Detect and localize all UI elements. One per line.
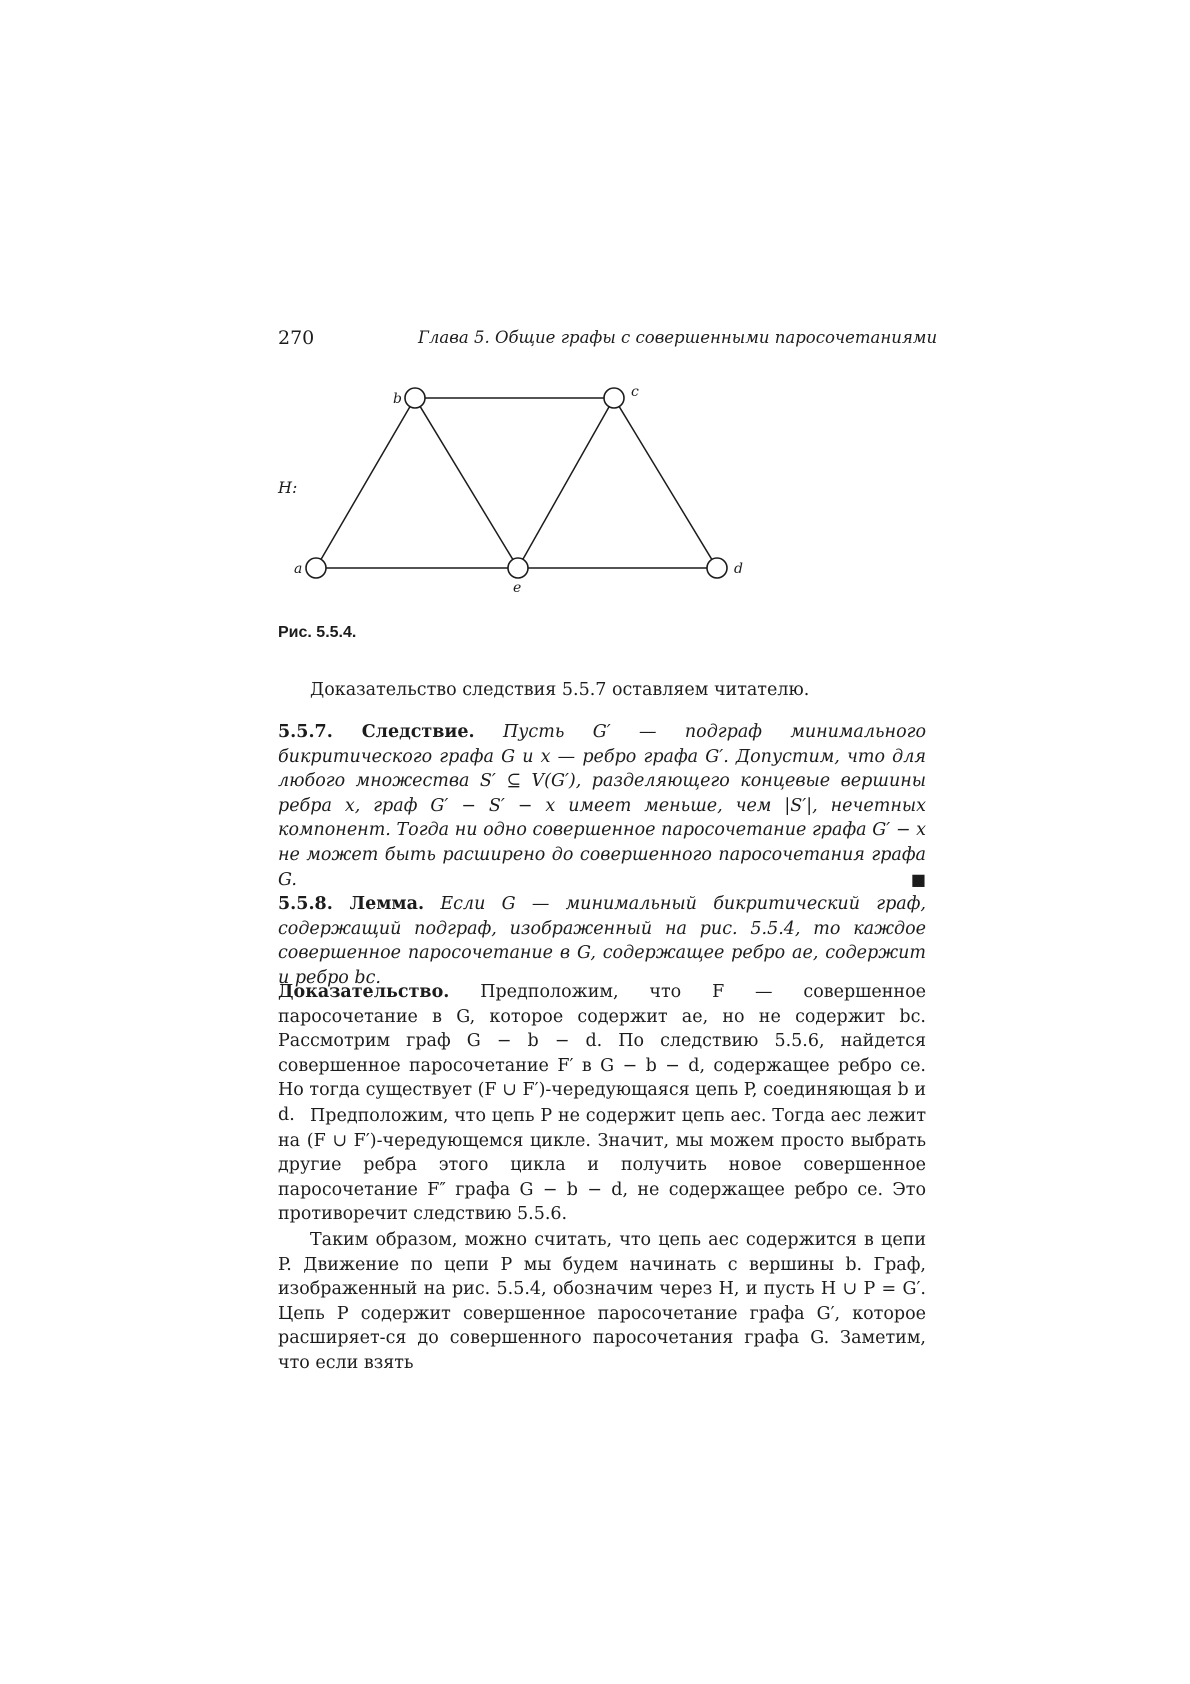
graph-figure: [0, 0, 1190, 700]
vertex-label-b: b: [393, 391, 402, 407]
vertex-label-e: e: [513, 580, 522, 596]
running-head: Глава 5. Общие графы с совершенными паросочетаниями: [418, 328, 938, 347]
vertex-label-a: a: [294, 561, 303, 577]
vertex-label-c: c: [631, 384, 639, 400]
vertex-label-d: d: [734, 561, 743, 577]
vertex-e: [508, 558, 528, 578]
edge-ab: [321, 407, 410, 560]
corollary-text: Пусть G′ — подграф минимального бикритического графа G и x — ребро графа G′. Допустим, что для любого множества S′ ⊆ V(G′), разделяющего концевые вершины ребра x, граф G′ − S′ − x имеет меньше, чем |S′|, нечетных компонент. Тогда ни одно совершенное паросочетание графа G′ − x не может быть расширено до совершенного паросочетания графа G.: [278, 722, 926, 890]
proof-heading: Доказательство.: [278, 982, 450, 1002]
corollary-heading: 5.5.7. Следствие.: [278, 722, 475, 742]
lemma-heading: 5.5.8. Лемма.: [278, 894, 425, 914]
vertex-d: [707, 558, 727, 578]
edge-be: [420, 407, 513, 560]
proof-paragraph-2: Предположим, что цепь P не содержит цепь aec. Тогда aec лежит на (F ∪ F′)-чередующемся цикле. Значит, мы можем просто выбрать другие ребра этого цикла и получить новое совершенное паросочетание F″ графа G − b − d, не содержащее ребро ce. Это противоречит следствию 5.5.6.: [278, 1106, 926, 1225]
vertex-c: [604, 388, 624, 408]
graph-name-label: H:: [278, 478, 298, 497]
proof-paragraph-3: Таким образом, можно считать, что цепь aec содержится в цепи P. Движение по цепи P мы будем начинать с вершины b. Граф, изображенный на рис. 5.5.4, обозначим через H, и пусть H ∪ P = G′. Цепь P содержит совершенное паросочетание графа G′, которое расширяет-ся до совершенного паросочетания графа G. Заметим, что если взять: [278, 1230, 926, 1373]
edge-ce: [523, 407, 609, 560]
lemma-block: [278, 892, 926, 990]
edge-cd: [619, 407, 712, 560]
vertex-b: [405, 388, 425, 408]
page-number: 270: [278, 327, 315, 349]
corollary-block: [278, 720, 926, 892]
end-of-proof-mark: ■: [910, 869, 926, 889]
vertex-a: [306, 558, 326, 578]
intro-paragraph: Доказательство следствия 5.5.7 оставляем читателю.: [310, 680, 810, 700]
figure-caption: Рис. 5.5.4.: [278, 624, 357, 641]
proof-text-1: Предположим, что F — совершенное паросочетание в G, которое содержит ae, но не содержит bc. Рассмотрим граф G − b − d. По следствию 5.5.6, найдется совершенное паросочетание F′ в G − b − d, содержащее ребро ce. Но тогда существует (F ∪ F′)-чередующаяся цепь P, соединяющая b и d.: [278, 982, 926, 1125]
lemma-text: Если G — минимальный бикритический граф, содержащий подграф, изображенный на рис. 5.5.4, то каждое совершенное паросочетание в G, содержащее ребро ae, содержит и ребро bc.: [278, 894, 926, 988]
